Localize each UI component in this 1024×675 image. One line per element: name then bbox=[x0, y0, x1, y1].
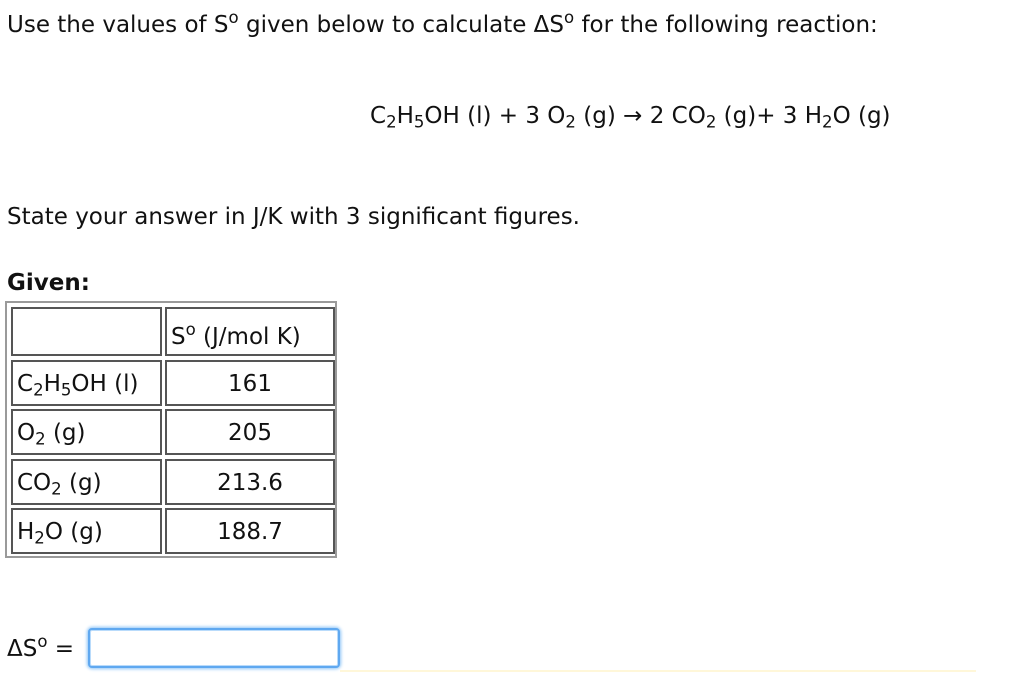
table-row-value-ethanol: 161 bbox=[165, 360, 335, 406]
table-row-value-water: 188.7 bbox=[165, 508, 335, 554]
table-row-species-ethanol: $C_2H_5OH$ (l) bbox=[11, 360, 162, 406]
table-row-species-oxygen: $O_2$ (g) bbox=[11, 409, 162, 455]
table-header-species bbox=[11, 307, 162, 356]
answer-label: $\Delta S^o$ = bbox=[7, 631, 75, 662]
table-row-species-carbon-dioxide: $CO_2$ (g) bbox=[11, 459, 162, 505]
bottom-divider bbox=[340, 670, 976, 672]
question-text: Use the values of $S^o$ given below to calculate $\Delta S^o$ for the following reaction: bbox=[7, 7, 878, 38]
table-row-value-oxygen: 205 bbox=[165, 409, 335, 455]
table-row-species-water: $H_2O$ (g) bbox=[11, 508, 162, 554]
table-header-entropy: $S^o$ (J/mol K) bbox=[165, 307, 335, 356]
table-row-value-carbon-dioxide: 213.6 bbox=[165, 459, 335, 505]
answer-input[interactable] bbox=[88, 628, 340, 668]
given-entropy-table bbox=[5, 301, 337, 558]
given-heading: Given: bbox=[7, 270, 90, 296]
reaction-equation: $C_2H_5OH$ (l) + 3 $O_2$ (g) → 2 $CO_2$ (g)+ 3 $H_2O$ (g) bbox=[370, 103, 891, 132]
instruction-text: State your answer in J/K with 3 significant figures. bbox=[7, 204, 580, 230]
